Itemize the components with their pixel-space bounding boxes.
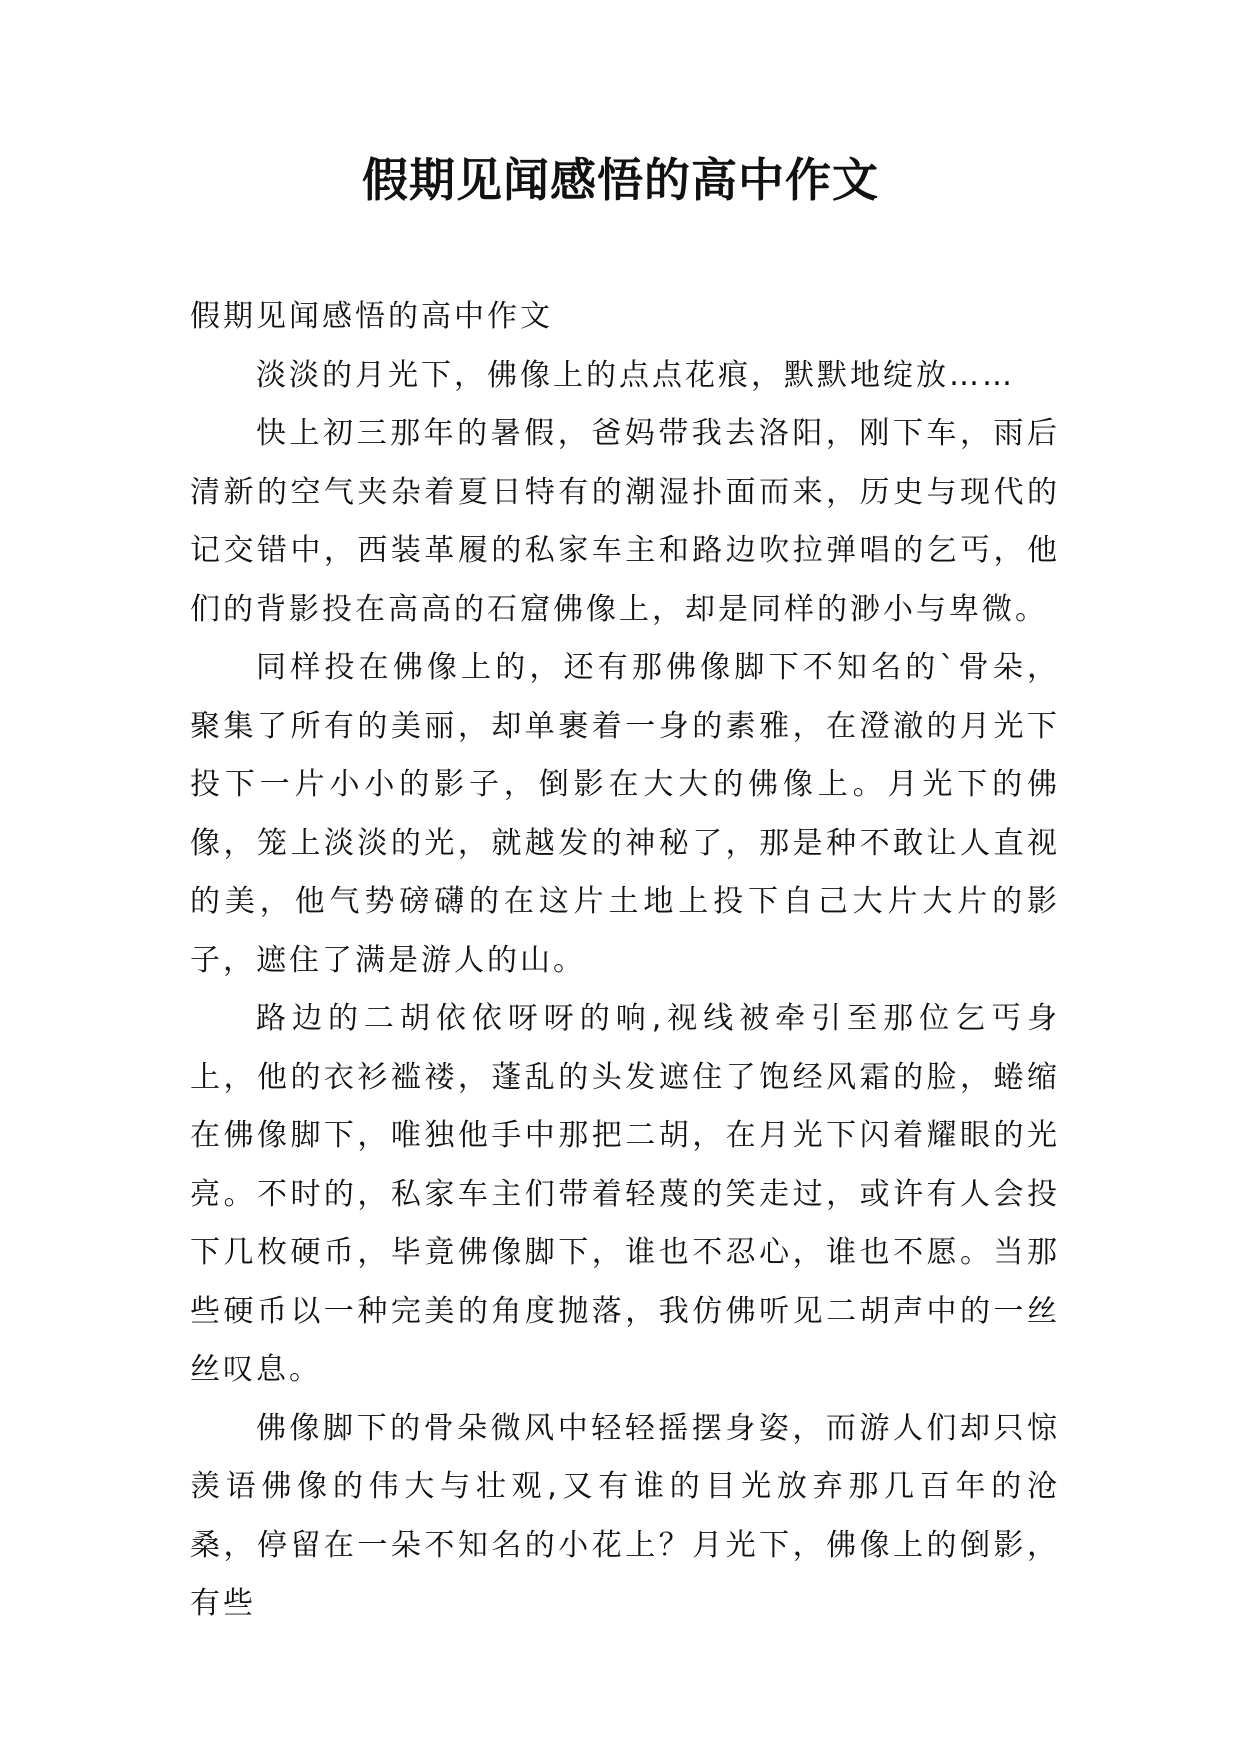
body-heading: 假期见闻感悟的高中作文 — [190, 299, 553, 334]
paragraph-4: 路边的二胡依依呀呀的响,视线被牵引至那位乞丐身上，他的衣衫褴褛，蓬乱的头发遮住了饱经风霜的脸，蜷缩在佛像脚下，唯独他手中那把二胡，在月光下闪着耀眼的光亮。不时的，私家车主们带着轻蔑的笑走过，或许有人会投下几枚硬币，毕竟佛像脚下，谁也不忍心，谁也不愿。当那些硬币以一种完美的角度抛落，我仿佛听见二胡声中的一丝丝叹息。 — [190, 1001, 1060, 1387]
paragraph-1: 淡淡的月光下，佛像上的点点花痕，默默地绽放…… — [256, 357, 1015, 393]
document-title: 假期见闻感悟的高中作文 — [362, 153, 879, 207]
paragraph-3: 同样投在佛像上的，还有那佛像脚下不知名的`骨朵，聚集了所有的美丽，却单裹着一身的素雅，在澄澈的月光下投下一片小小的影子，倒影在大大的佛像上。月光下的佛像，笼上淡淡的光，就越发的神秘了，那是种不敢让人直视的美，他气势磅礴的在这片土地上投下自己大片大片的影子，遮住了满是游人的山。 — [190, 650, 1060, 978]
paragraph-5: 佛像脚下的骨朵微风中轻轻摇摆身姿，而游人们却只惊羡语佛像的伟大与壮观,又有谁的目光放弃那几百年的沧桑，停留在一朵不知名的小花上？月光下，佛像上的倒影，有些 — [190, 1410, 1060, 1621]
paragraph-2: 快上初三那年的暑假，爸妈带我去洛阳，刚下车，雨后清新的空气夹杂着夏日特有的潮湿扑面而来，历史与现代的记交错中，西装革履的私家车主和路边吹拉弹唱的乞丐，他们的背影投在高高的石窟佛像上，却是同样的渺小与卑微。 — [190, 416, 1060, 627]
document-body — [190, 288, 1060, 1634]
